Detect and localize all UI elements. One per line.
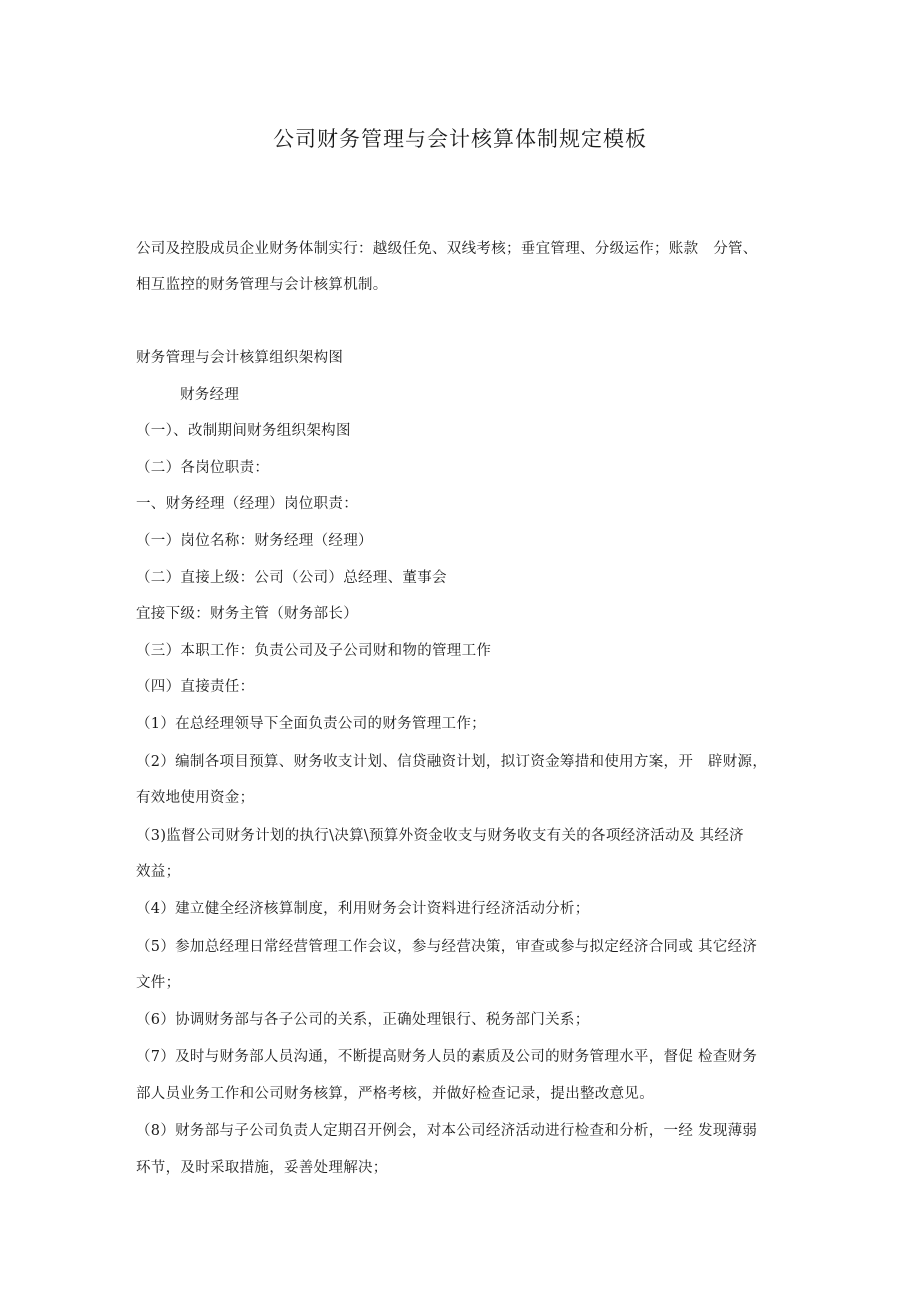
intro-line-2: 相互监控的财务管理与会计核算机制。 bbox=[136, 277, 388, 293]
duty-3-line-1: （3)监督公司财务计划的执行\决算\预算外资金收支与财务收支有关的各项经济活动及 其经济 bbox=[136, 828, 744, 844]
item-position-name: （一）岗位名称：财务经理（经理） bbox=[136, 533, 373, 549]
item-direct-responsibilities: （四）直接责任： bbox=[136, 679, 255, 695]
duty-5-line-2: 文件； bbox=[136, 975, 181, 991]
duty-7-line-1: （7）及时与财务部人员沟通，不断提高财务人员的素质及公司的财务管理水平，督促 检查财务 bbox=[136, 1049, 758, 1065]
section-restructuring-chart: （一）、改制期间财务组织架构图 bbox=[136, 423, 351, 439]
item-direct-subordinate: 宜接下级：财务主管（财务部长） bbox=[136, 606, 358, 622]
document-title: 公司财务管理与会计核算体制规定模板 bbox=[273, 127, 647, 151]
item-main-work: （三）本职工作：负责公司及子公司财和物的管理工作 bbox=[136, 643, 492, 659]
org-chart-node-finance-manager: 财务经理 bbox=[180, 387, 240, 403]
intro-line-1: 公司及控股成员企业财务体制实行：越级任免、双线考核；垂宜管理、分级运作；账款 分管、 bbox=[136, 241, 758, 257]
section-position-duties: （二）各岗位职责： bbox=[136, 460, 270, 476]
duty-7-line-2: 部人员业务工作和公司财务核算，严格考核，并做好检查记录，提出整改意见。 bbox=[136, 1086, 654, 1102]
duty-5-line-1: （5）参加总经理日常经营管理工作会议，参与经营决策，审查或参与拟定经济合同或 其它经济 bbox=[136, 939, 758, 955]
duty-8-line-2: 环节，及时采取措施，妥善处理解决； bbox=[136, 1160, 388, 1176]
duty-2-line-2: 有效地使用资金； bbox=[136, 790, 255, 806]
duty-1: （1）在总经理领导下全面负责公司的财务管理工作； bbox=[136, 716, 486, 732]
duty-2-line-1: （2）编制各项目预算、财务收支计划、信贷融资计划，拟订资金筹措和使用方案，开 辟财源， bbox=[136, 754, 768, 770]
duty-8-line-1: （8）财务部与子公司负责人定期召开例会，对本公司经济活动进行检查和分析，一经 发现薄弱 bbox=[136, 1123, 758, 1139]
duty-4: （4）建立健全经济核算制度，利用财务会计资料进行经济活动分析； bbox=[136, 901, 590, 917]
duty-3-line-2: 效益； bbox=[136, 864, 181, 880]
duty-6: （6）协调财务部与各子公司的关系，正确处理银行、税务部门关系； bbox=[136, 1012, 590, 1028]
heading-finance-manager-duties: 一、财务经理（经理）岗位职责： bbox=[136, 496, 358, 512]
item-direct-superior: （二）直接上级：公司（公司）总经理、董事会 bbox=[136, 570, 447, 586]
org-chart-heading: 财务管理与会计核算组织架构图 bbox=[136, 350, 344, 366]
